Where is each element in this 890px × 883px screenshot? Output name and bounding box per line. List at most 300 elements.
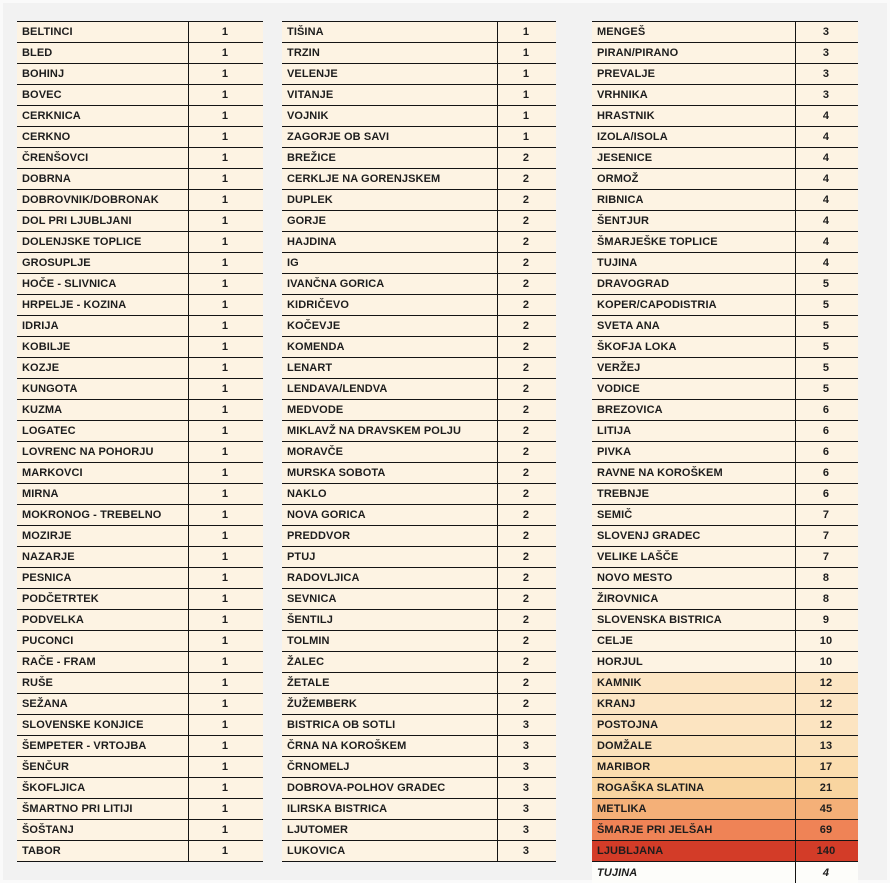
municipality-cell[interactable]: RUŠE bbox=[17, 673, 189, 693]
count-cell[interactable]: 4 bbox=[822, 257, 830, 269]
municipality-cell[interactable]: ŽETALE bbox=[282, 673, 498, 693]
table-row bbox=[282, 295, 556, 316]
municipality-cell[interactable]: NAZARJE bbox=[17, 547, 189, 567]
count-cell[interactable]: 69 bbox=[819, 824, 833, 836]
count-cell[interactable]: 1 bbox=[522, 68, 530, 80]
municipality-cell[interactable]: PREVALJE bbox=[592, 64, 796, 84]
table-row bbox=[17, 652, 263, 673]
municipality-cell[interactable]: TREBNJE bbox=[592, 484, 796, 504]
municipality-cell[interactable]: MIRNA bbox=[17, 484, 189, 504]
count-cell[interactable]: 1 bbox=[221, 551, 229, 563]
municipality-cell[interactable]: VODICE bbox=[592, 379, 796, 399]
municipality-cell[interactable]: TABOR bbox=[17, 841, 189, 861]
municipality-cell[interactable]: DOBRNA bbox=[17, 169, 189, 189]
count-cell[interactable]: 2 bbox=[522, 257, 530, 269]
municipality-cell[interactable]: LENDAVA/LENDVA bbox=[282, 379, 498, 399]
municipality-cell[interactable]: GORJE bbox=[282, 211, 498, 231]
count-cell[interactable]: 1 bbox=[221, 425, 229, 437]
table-row bbox=[282, 316, 556, 337]
count-cell[interactable]: 2 bbox=[522, 194, 530, 206]
count-cell[interactable]: 6 bbox=[822, 488, 830, 500]
count-cell[interactable]: 3 bbox=[522, 719, 530, 731]
municipality-cell[interactable]: MEDVODE bbox=[282, 400, 498, 420]
municipality-cell[interactable]: PIVKA bbox=[592, 442, 796, 462]
count-cell[interactable]: 2 bbox=[522, 299, 530, 311]
count-cell[interactable]: 3 bbox=[822, 47, 830, 59]
table-row bbox=[17, 22, 263, 43]
table-row bbox=[282, 631, 556, 652]
municipality-cell[interactable]: ŠENČUR bbox=[17, 757, 189, 777]
municipality-cell[interactable]: ŠKOFLJICA bbox=[17, 778, 189, 798]
municipality-cell[interactable]: BOVEC bbox=[17, 85, 189, 105]
municipality-cell[interactable]: ŽIROVNICA bbox=[592, 589, 796, 609]
count-cell[interactable]: 7 bbox=[822, 551, 830, 563]
municipality-cell[interactable]: TUJINA bbox=[592, 862, 796, 883]
municipality-cell[interactable]: KOBILJE bbox=[17, 337, 189, 357]
count-cell[interactable]: 1 bbox=[522, 26, 530, 38]
count-cell[interactable]: 3 bbox=[522, 845, 530, 857]
municipality-cell[interactable]: IVANČNA GORICA bbox=[282, 274, 498, 294]
count-cell[interactable]: 6 bbox=[822, 404, 830, 416]
municipality-cell[interactable]: TIŠINA bbox=[282, 22, 498, 42]
municipality-cell[interactable]: SEMIČ bbox=[592, 505, 796, 525]
municipality-cell[interactable]: PIRAN/PIRANO bbox=[592, 43, 796, 63]
municipality-cell[interactable]: IG bbox=[282, 253, 498, 273]
municipality-cell[interactable]: ŠEMPETER - VRTOJBA bbox=[17, 736, 189, 756]
table-row bbox=[592, 295, 858, 316]
municipality-cell[interactable]: VOJNIK bbox=[282, 106, 498, 126]
municipality-cell[interactable]: HRASTNIK bbox=[592, 106, 796, 126]
count-cell[interactable]: 1 bbox=[221, 698, 229, 710]
municipality-cell[interactable]: LENART bbox=[282, 358, 498, 378]
table-row bbox=[592, 169, 858, 190]
count-cell[interactable]: 12 bbox=[819, 719, 833, 731]
table-row bbox=[592, 673, 858, 694]
count-cell[interactable]: 2 bbox=[522, 467, 530, 479]
count-cell[interactable]: 1 bbox=[522, 89, 530, 101]
count-cell[interactable]: 1 bbox=[221, 845, 229, 857]
table-row bbox=[17, 673, 263, 694]
municipality-cell[interactable]: PTUJ bbox=[282, 547, 498, 567]
count-cell[interactable]: 3 bbox=[522, 740, 530, 752]
municipality-cell[interactable]: KIDRIČEVO bbox=[282, 295, 498, 315]
table-row bbox=[17, 799, 263, 820]
municipality-cell[interactable]: MARKOVCI bbox=[17, 463, 189, 483]
count-cell[interactable]: 8 bbox=[822, 593, 830, 605]
municipality-count-table-3 bbox=[592, 21, 858, 883]
table-row bbox=[592, 589, 858, 610]
count-cell[interactable]: 5 bbox=[822, 383, 830, 395]
table-row bbox=[592, 106, 858, 127]
municipality-cell[interactable]: ŠMARJE PRI JELŠAH bbox=[592, 820, 796, 840]
count-cell[interactable]: 1 bbox=[221, 656, 229, 668]
municipality-cell[interactable]: PESNICA bbox=[17, 568, 189, 588]
table-row bbox=[592, 64, 858, 85]
count-cell[interactable]: 13 bbox=[819, 740, 833, 752]
count-cell[interactable]: 1 bbox=[221, 299, 229, 311]
table-row bbox=[17, 610, 263, 631]
municipality-cell[interactable]: ORMOŽ bbox=[592, 169, 796, 189]
municipality-cell[interactable]: VRHNIKA bbox=[592, 85, 796, 105]
count-cell[interactable]: 3 bbox=[522, 824, 530, 836]
municipality-cell[interactable]: SLOVENSKE KONJICE bbox=[17, 715, 189, 735]
count-cell[interactable]: 2 bbox=[522, 677, 530, 689]
municipality-cell[interactable]: CERKNO bbox=[17, 127, 189, 147]
municipality-cell[interactable]: TRZIN bbox=[282, 43, 498, 63]
count-cell[interactable]: 1 bbox=[221, 530, 229, 542]
municipality-cell[interactable]: ŠKOFJA LOKA bbox=[592, 337, 796, 357]
count-cell[interactable]: 5 bbox=[822, 299, 830, 311]
municipality-cell[interactable]: KAMNIK bbox=[592, 673, 796, 693]
municipality-cell[interactable]: METLIKA bbox=[592, 799, 796, 819]
count-cell[interactable]: 1 bbox=[221, 362, 229, 374]
municipality-cell[interactable]: LJUTOMER bbox=[282, 820, 498, 840]
municipality-cell[interactable]: VELENJE bbox=[282, 64, 498, 84]
count-cell[interactable]: 1 bbox=[221, 761, 229, 773]
municipality-cell[interactable]: SLOVENSKA BISTRICA bbox=[592, 610, 796, 630]
municipality-cell[interactable]: PUCONCI bbox=[17, 631, 189, 651]
municipality-cell[interactable]: TOLMIN bbox=[282, 631, 498, 651]
table-row bbox=[282, 841, 556, 862]
municipality-cell[interactable]: MOZIRJE bbox=[17, 526, 189, 546]
count-cell[interactable]: 1 bbox=[221, 404, 229, 416]
count-cell[interactable]: 2 bbox=[522, 383, 530, 395]
count-cell[interactable]: 2 bbox=[522, 152, 530, 164]
count-cell[interactable]: 1 bbox=[221, 47, 229, 59]
municipality-cell[interactable]: LUKOVICA bbox=[282, 841, 498, 861]
municipality-cell[interactable]: CERKNICA bbox=[17, 106, 189, 126]
count-cell[interactable]: 1 bbox=[221, 782, 229, 794]
municipality-cell[interactable]: KUNGOTA bbox=[17, 379, 189, 399]
municipality-cell[interactable]: NAKLO bbox=[282, 484, 498, 504]
count-cell[interactable]: 2 bbox=[522, 236, 530, 248]
count-cell[interactable]: 3 bbox=[822, 26, 830, 38]
municipality-cell[interactable]: KOČEVJE bbox=[282, 316, 498, 336]
table-row bbox=[17, 421, 263, 442]
table-row bbox=[17, 337, 263, 358]
count-cell[interactable]: 1 bbox=[221, 803, 229, 815]
count-cell[interactable]: 2 bbox=[522, 551, 530, 563]
municipality-cell[interactable]: GROSUPLJE bbox=[17, 253, 189, 273]
municipality-cell[interactable]: ŽALEC bbox=[282, 652, 498, 672]
table-row bbox=[592, 400, 858, 421]
municipality-cell[interactable]: LJUBLJANA bbox=[592, 841, 796, 861]
table-row bbox=[282, 337, 556, 358]
count-cell[interactable]: 4 bbox=[822, 215, 830, 227]
municipality-cell[interactable]: IZOLA/ISOLA bbox=[592, 127, 796, 147]
municipality-cell[interactable]: JESENICE bbox=[592, 148, 796, 168]
municipality-cell[interactable]: SVETA ANA bbox=[592, 316, 796, 336]
municipality-cell[interactable]: NOVA GORICA bbox=[282, 505, 498, 525]
table-row bbox=[17, 316, 263, 337]
municipality-cell[interactable]: MIKLAVŽ NA DRAVSKEM POLJU bbox=[282, 421, 498, 441]
count-cell[interactable]: 2 bbox=[522, 446, 530, 458]
table-row bbox=[592, 211, 858, 232]
municipality-cell[interactable]: DOL PRI LJUBLJANI bbox=[17, 211, 189, 231]
count-cell[interactable]: 4 bbox=[822, 866, 830, 879]
municipality-cell[interactable]: MOKRONOG - TREBELNO bbox=[17, 505, 189, 525]
table-row bbox=[592, 799, 858, 820]
count-cell[interactable]: 3 bbox=[822, 68, 830, 80]
count-cell[interactable]: 1 bbox=[221, 740, 229, 752]
count-cell[interactable]: 2 bbox=[522, 656, 530, 668]
count-cell[interactable]: 5 bbox=[822, 341, 830, 353]
table-row bbox=[592, 631, 858, 652]
count-cell[interactable]: 1 bbox=[221, 152, 229, 164]
count-cell[interactable]: 2 bbox=[522, 614, 530, 626]
count-cell[interactable]: 1 bbox=[221, 635, 229, 647]
municipality-cell[interactable]: BREŽICE bbox=[282, 148, 498, 168]
municipality-cell[interactable]: KOPER/CAPODISTRIA bbox=[592, 295, 796, 315]
municipality-cell[interactable]: SEVNICA bbox=[282, 589, 498, 609]
count-cell[interactable]: 6 bbox=[822, 467, 830, 479]
table-row bbox=[282, 169, 556, 190]
count-cell[interactable]: 4 bbox=[822, 131, 830, 143]
municipality-cell[interactable]: RAVNE NA KOROŠKEM bbox=[592, 463, 796, 483]
municipality-cell[interactable]: DOBROVA-POLHOV GRADEC bbox=[282, 778, 498, 798]
municipality-cell[interactable]: PREDDVOR bbox=[282, 526, 498, 546]
count-cell[interactable]: 12 bbox=[819, 677, 833, 689]
count-cell[interactable]: 1 bbox=[221, 215, 229, 227]
count-cell[interactable]: 2 bbox=[522, 530, 530, 542]
municipality-cell[interactable]: DRAVOGRAD bbox=[592, 274, 796, 294]
municipality-cell[interactable]: KOZJE bbox=[17, 358, 189, 378]
municipality-cell[interactable]: BELTINCI bbox=[17, 22, 189, 42]
municipality-cell[interactable]: BISTRICA OB SOTLI bbox=[282, 715, 498, 735]
table-row bbox=[592, 43, 858, 64]
municipality-cell[interactable]: MENGEŠ bbox=[592, 22, 796, 42]
count-cell[interactable]: 1 bbox=[221, 89, 229, 101]
count-cell[interactable]: 1 bbox=[522, 47, 530, 59]
count-cell[interactable]: 4 bbox=[822, 110, 830, 122]
count-cell[interactable]: 4 bbox=[822, 194, 830, 206]
count-cell[interactable]: 2 bbox=[522, 404, 530, 416]
count-cell[interactable]: 2 bbox=[522, 341, 530, 353]
municipality-cell[interactable]: KOMENDA bbox=[282, 337, 498, 357]
table-row bbox=[17, 211, 263, 232]
municipality-cell[interactable]: ŠOŠTANJ bbox=[17, 820, 189, 840]
municipality-cell[interactable]: DOLENJSKE TOPLICE bbox=[17, 232, 189, 252]
municipality-cell[interactable]: ČRENŠOVCI bbox=[17, 148, 189, 168]
municipality-cell[interactable]: ŠENTJUR bbox=[592, 211, 796, 231]
table-row bbox=[282, 484, 556, 505]
count-cell[interactable]: 10 bbox=[819, 635, 833, 647]
count-cell[interactable]: 1 bbox=[221, 677, 229, 689]
table-row bbox=[17, 295, 263, 316]
table-row bbox=[17, 85, 263, 106]
municipality-cell[interactable]: RADOVLJICA bbox=[282, 568, 498, 588]
count-cell[interactable]: 1 bbox=[221, 446, 229, 458]
count-cell[interactable]: 7 bbox=[822, 530, 830, 542]
count-cell[interactable]: 1 bbox=[221, 257, 229, 269]
municipality-cell[interactable]: SEŽANA bbox=[17, 694, 189, 714]
count-cell[interactable]: 5 bbox=[822, 362, 830, 374]
municipality-cell[interactable]: LOGATEC bbox=[17, 421, 189, 441]
count-cell[interactable]: 1 bbox=[221, 614, 229, 626]
municipality-cell[interactable]: DOMŽALE bbox=[592, 736, 796, 756]
table-row bbox=[17, 736, 263, 757]
count-cell[interactable]: 1 bbox=[221, 509, 229, 521]
count-cell[interactable]: 1 bbox=[221, 593, 229, 605]
table-row bbox=[592, 694, 858, 715]
count-cell[interactable]: 3 bbox=[522, 803, 530, 815]
municipality-cell[interactable]: TUJINA bbox=[592, 253, 796, 273]
count-cell[interactable]: 2 bbox=[522, 278, 530, 290]
count-cell[interactable]: 4 bbox=[822, 152, 830, 164]
municipality-cell[interactable]: CELJE bbox=[592, 631, 796, 651]
municipality-cell[interactable]: DUPLEK bbox=[282, 190, 498, 210]
municipality-cell[interactable]: VERŽEJ bbox=[592, 358, 796, 378]
municipality-cell[interactable]: VITANJE bbox=[282, 85, 498, 105]
count-cell[interactable]: 6 bbox=[822, 425, 830, 437]
municipality-cell[interactable]: ŠMARJEŠKE TOPLICE bbox=[592, 232, 796, 252]
municipality-cell[interactable]: ROGAŠKA SLATINA bbox=[592, 778, 796, 798]
count-cell[interactable]: 2 bbox=[522, 173, 530, 185]
count-cell[interactable]: 1 bbox=[221, 173, 229, 185]
count-cell[interactable]: 2 bbox=[522, 698, 530, 710]
municipality-cell[interactable]: KRANJ bbox=[592, 694, 796, 714]
table-row bbox=[592, 148, 858, 169]
municipality-cell[interactable]: LITIJA bbox=[592, 421, 796, 441]
count-cell[interactable]: 8 bbox=[822, 572, 830, 584]
municipality-cell[interactable]: PODČETRTEK bbox=[17, 589, 189, 609]
municipality-cell[interactable]: ČRNOMELJ bbox=[282, 757, 498, 777]
count-cell[interactable]: 6 bbox=[822, 446, 830, 458]
count-cell[interactable]: 3 bbox=[522, 761, 530, 773]
table-row bbox=[592, 778, 858, 799]
municipality-cell[interactable]: ZAGORJE OB SAVI bbox=[282, 127, 498, 147]
table-row bbox=[17, 757, 263, 778]
count-cell[interactable]: 1 bbox=[522, 110, 530, 122]
table-row bbox=[282, 505, 556, 526]
count-cell[interactable]: 1 bbox=[221, 194, 229, 206]
municipality-cell[interactable]: ŠENTILJ bbox=[282, 610, 498, 630]
count-cell[interactable]: 2 bbox=[522, 488, 530, 500]
count-cell[interactable]: 2 bbox=[522, 425, 530, 437]
count-cell[interactable]: 3 bbox=[522, 782, 530, 794]
count-cell[interactable]: 2 bbox=[522, 215, 530, 227]
count-cell[interactable]: 1 bbox=[221, 131, 229, 143]
count-cell[interactable]: 1 bbox=[221, 278, 229, 290]
municipality-cell[interactable]: HAJDINA bbox=[282, 232, 498, 252]
municipality-cell[interactable]: LOVRENC NA POHORJU bbox=[17, 442, 189, 462]
municipality-cell[interactable]: HOČE - SLIVNICA bbox=[17, 274, 189, 294]
municipality-cell[interactable]: MURSKA SOBOTA bbox=[282, 463, 498, 483]
municipality-cell[interactable]: POSTOJNA bbox=[592, 715, 796, 735]
count-cell[interactable]: 2 bbox=[522, 572, 530, 584]
municipality-cell[interactable]: PODVELKA bbox=[17, 610, 189, 630]
municipality-cell[interactable]: IDRIJA bbox=[17, 316, 189, 336]
count-cell[interactable]: 4 bbox=[822, 173, 830, 185]
table-row bbox=[17, 568, 263, 589]
municipality-cell[interactable]: BOHINJ bbox=[17, 64, 189, 84]
table-row bbox=[592, 274, 858, 295]
municipality-cell[interactable]: CERKLJE NA GORENJSKEM bbox=[282, 169, 498, 189]
count-cell[interactable]: 1 bbox=[522, 131, 530, 143]
table-row bbox=[592, 358, 858, 379]
table-row bbox=[17, 253, 263, 274]
count-cell[interactable]: 10 bbox=[819, 656, 833, 668]
municipality-cell[interactable]: RIBNICA bbox=[592, 190, 796, 210]
count-cell[interactable]: 5 bbox=[822, 320, 830, 332]
count-cell[interactable]: 1 bbox=[221, 341, 229, 353]
table-row bbox=[282, 232, 556, 253]
municipality-cell[interactable]: HRPELJE - KOZINA bbox=[17, 295, 189, 315]
count-cell[interactable]: 140 bbox=[816, 845, 836, 857]
count-cell[interactable]: 3 bbox=[822, 89, 830, 101]
table-row bbox=[592, 547, 858, 568]
table-row bbox=[592, 526, 858, 547]
count-cell[interactable]: 2 bbox=[522, 362, 530, 374]
municipality-cell[interactable]: RAČE - FRAM bbox=[17, 652, 189, 672]
table-row bbox=[282, 652, 556, 673]
municipality-cell[interactable]: ČRNA NA KOROŠKEM bbox=[282, 736, 498, 756]
municipality-cell[interactable]: ŽUŽEMBERK bbox=[282, 694, 498, 714]
count-cell[interactable]: 2 bbox=[522, 509, 530, 521]
table-row bbox=[17, 43, 263, 64]
count-cell[interactable]: 1 bbox=[221, 68, 229, 80]
table-row bbox=[17, 106, 263, 127]
count-cell[interactable]: 1 bbox=[221, 110, 229, 122]
count-cell[interactable]: 1 bbox=[221, 467, 229, 479]
table-row bbox=[17, 64, 263, 85]
count-cell[interactable]: 1 bbox=[221, 572, 229, 584]
municipality-cell[interactable]: KUZMA bbox=[17, 400, 189, 420]
municipality-count-table-2 bbox=[282, 21, 556, 862]
table-row bbox=[17, 190, 263, 211]
table-row bbox=[17, 841, 263, 862]
count-cell[interactable]: 2 bbox=[522, 320, 530, 332]
table-row bbox=[592, 757, 858, 778]
count-cell[interactable]: 21 bbox=[819, 782, 833, 794]
count-cell[interactable]: 1 bbox=[221, 719, 229, 731]
table-row bbox=[592, 253, 858, 274]
municipality-cell[interactable]: MARIBOR bbox=[592, 757, 796, 777]
municipality-cell[interactable]: VELIKE LAŠČE bbox=[592, 547, 796, 567]
municipality-cell[interactable]: BLED bbox=[17, 43, 189, 63]
count-cell[interactable]: 1 bbox=[221, 824, 229, 836]
municipality-cell[interactable]: SLOVENJ GRADEC bbox=[592, 526, 796, 546]
municipality-cell[interactable]: HORJUL bbox=[592, 652, 796, 672]
count-cell[interactable]: 1 bbox=[221, 488, 229, 500]
count-cell[interactable]: 1 bbox=[221, 26, 229, 38]
count-cell[interactable]: 2 bbox=[522, 635, 530, 647]
count-cell[interactable]: 45 bbox=[819, 803, 833, 815]
count-cell[interactable]: 5 bbox=[822, 278, 830, 290]
table-row bbox=[17, 694, 263, 715]
count-cell[interactable]: 2 bbox=[522, 593, 530, 605]
count-cell[interactable]: 1 bbox=[221, 383, 229, 395]
table-row bbox=[282, 799, 556, 820]
table-row bbox=[282, 589, 556, 610]
municipality-cell[interactable]: ŠMARTNO PRI LITIJI bbox=[17, 799, 189, 819]
count-cell[interactable]: 1 bbox=[221, 320, 229, 332]
municipality-cell[interactable]: ILIRSKA BISTRICA bbox=[282, 799, 498, 819]
count-cell[interactable]: 4 bbox=[822, 236, 830, 248]
municipality-cell[interactable]: BREZOVICA bbox=[592, 400, 796, 420]
table-row bbox=[592, 232, 858, 253]
count-cell[interactable]: 1 bbox=[221, 236, 229, 248]
municipality-cell[interactable]: MORAVČE bbox=[282, 442, 498, 462]
count-cell[interactable]: 7 bbox=[822, 509, 830, 521]
table-row bbox=[282, 715, 556, 736]
municipality-cell[interactable]: NOVO MESTO bbox=[592, 568, 796, 588]
count-cell[interactable]: 9 bbox=[822, 614, 830, 626]
table-row bbox=[17, 484, 263, 505]
count-cell[interactable]: 12 bbox=[819, 698, 833, 710]
count-cell[interactable]: 17 bbox=[819, 761, 833, 773]
municipality-cell[interactable]: DOBROVNIK/DOBRONAK bbox=[17, 190, 189, 210]
